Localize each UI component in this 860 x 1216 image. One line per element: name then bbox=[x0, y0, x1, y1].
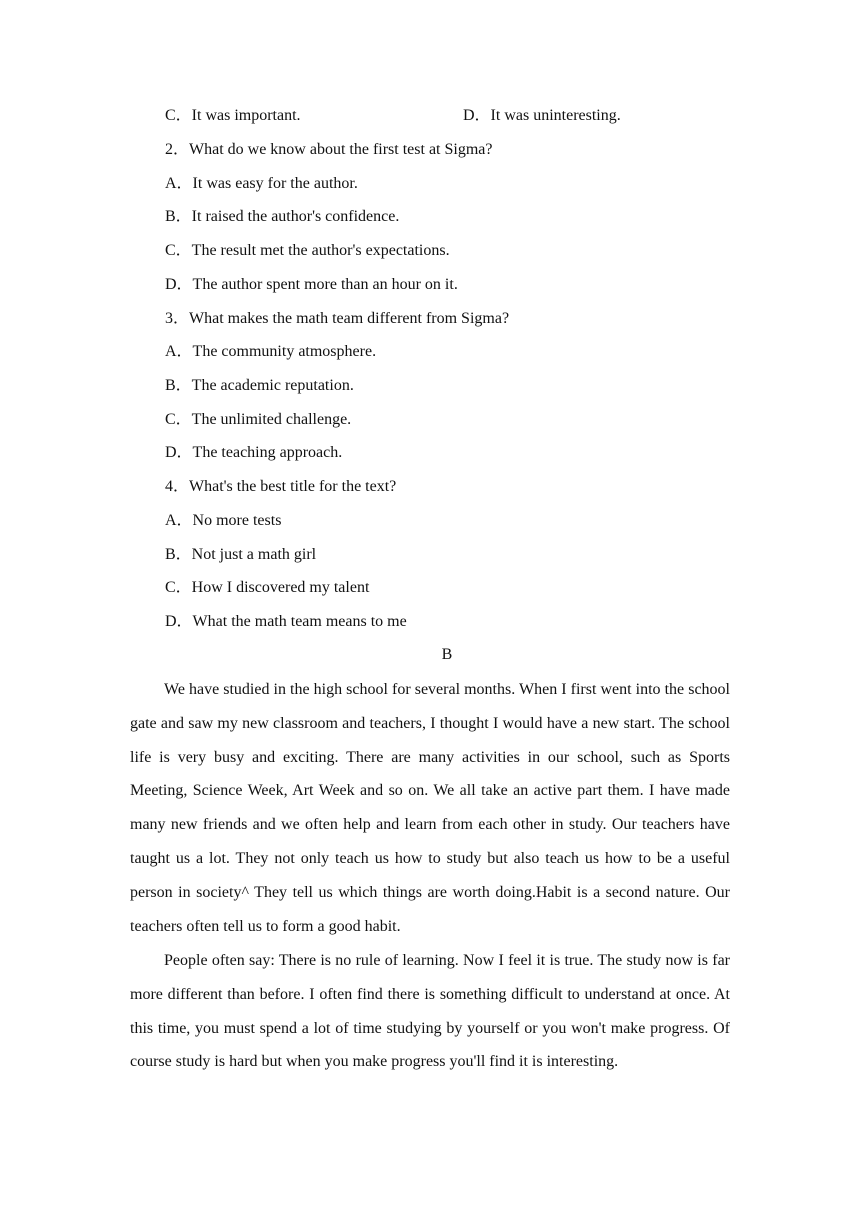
q2-option-a: A．It was easy for the author. bbox=[165, 175, 358, 192]
q3-option-a: A．The community atmosphere. bbox=[165, 343, 377, 360]
q1-option-d: D．It was uninteresting. bbox=[463, 107, 621, 124]
q4-option-d: D．What the math team means to me bbox=[165, 613, 407, 630]
q3-option-d: D．The teaching approach. bbox=[165, 444, 343, 461]
q4-option-b: B．Not just a math girl bbox=[165, 546, 317, 563]
q2-option-b: B．It raised the author's confidence. bbox=[165, 208, 400, 225]
q2-stem: 2．What do we know about the first test at Sigma? bbox=[165, 141, 493, 158]
q4-stem: 4．What's the best title for the text? bbox=[165, 478, 397, 495]
q3-option-c: C．The unlimited challenge. bbox=[165, 411, 352, 428]
q3-option-b: B．The academic reputation. bbox=[165, 377, 354, 394]
q2-option-c: C．The result met the author's expectations. bbox=[165, 242, 450, 259]
q4-option-a: A．No more tests bbox=[165, 512, 282, 529]
q2-option-d: D．The author spent more than an hour on it. bbox=[165, 276, 458, 293]
q1-option-c: C．It was important. bbox=[165, 107, 301, 124]
section-heading: B bbox=[441, 646, 453, 663]
q3-stem: 3．What makes the math team different from Sigma? bbox=[165, 310, 510, 327]
passage-paragraph: We have studied in the high school for several months. When I first went into the school gate and saw my new classroom and teachers, I thought I would have a new start. The school life is very busy and exciting. There are many activities in our school, such as Sports Meeting, Science Week, Art Week and so on. We all take an active part them. I have made many new friends and we often help and learn from each other in study. Our teachers have taught us a lot. They not only teach us how to study but also teach us how to be a useful person in society^ They tell us which things are worth doing.Habit is a second nature. Our teachers often tell us to form a good habit. bbox=[130, 681, 730, 935]
passage-paragraph: People often say: There is no rule of learning. Now I feel it is true. The study now is far more different than before. I often find there is something difficult to understand at once. At this time, you must spend a lot of time studying by yourself or you won't make progress. Of course study is hard but when you make progress you'll find it is interesting. bbox=[130, 952, 730, 1071]
q4-option-c: C．How I discovered my talent bbox=[165, 579, 370, 596]
